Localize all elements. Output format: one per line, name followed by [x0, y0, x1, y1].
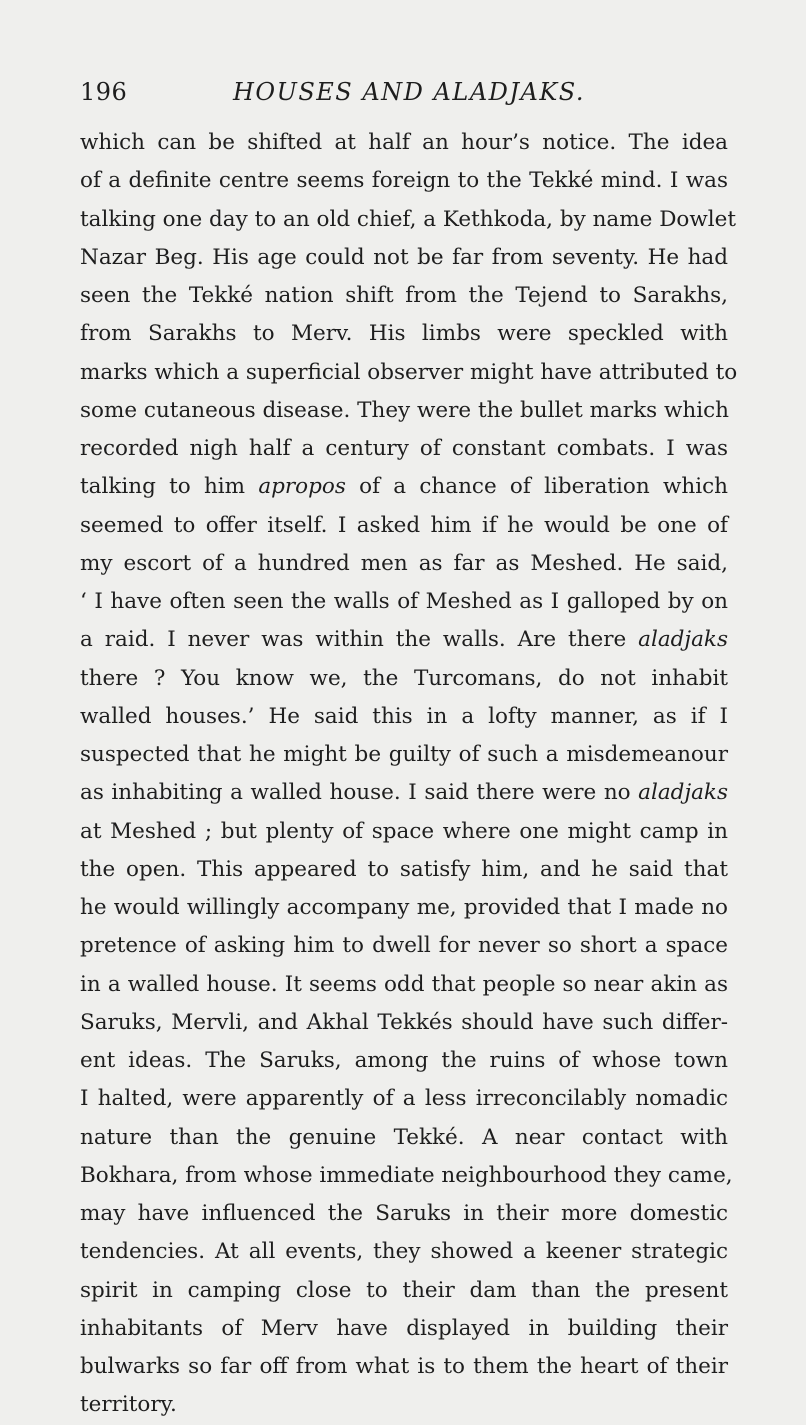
- text-line-content: talking one day to an old chief, a Kethkoda, by name Dowlet: [80, 206, 737, 232]
- text-line-content: as inhabiting a walled house. I said there were no: [80, 780, 631, 806]
- text-line: [80, 545, 728, 583]
- italic-term: apropos: [258, 474, 346, 500]
- text-line: [80, 851, 728, 889]
- text-line-content: some cutaneous disease. They were the bullet marks which: [80, 397, 729, 423]
- text-line: [80, 507, 728, 545]
- text-line: [80, 239, 728, 277]
- text-line: [80, 162, 728, 200]
- text-line: [80, 1004, 728, 1042]
- text-line: [80, 315, 728, 353]
- page-number: 196: [80, 78, 128, 106]
- text-line-content: seen the Tekké nation shift from the Tejend to Sarakhs,: [80, 283, 728, 308]
- text-line-content: at Meshed ; but plenty of space where one might camp in: [80, 818, 728, 844]
- text-line: [80, 1386, 728, 1424]
- text-line-content: a raid. I never was within the walls. Are there: [80, 627, 627, 653]
- text-line-content: spirit in camping close to their dam than the present: [80, 1277, 728, 1303]
- text-line: [80, 1157, 733, 1195]
- text-line: [80, 1233, 728, 1271]
- text-line-content: pretence of asking him to dwell for never so short a space: [80, 933, 728, 959]
- text-line-content: suspected that he might be guilty of such a misdemeanour: [80, 742, 728, 767]
- text-line: [80, 468, 728, 506]
- text-line-content: marks which a superficial observer might have attributed to: [80, 359, 738, 385]
- text-line: [80, 889, 728, 927]
- text-line: [80, 201, 737, 239]
- text-line-content: Saruks, Mervli, and Akhal Tekkés should have such differ-: [80, 1009, 728, 1035]
- body-text: [80, 124, 738, 1425]
- text-line-content: of a definite centre seems foreign to the Tekké mind. I was: [80, 168, 728, 194]
- text-line: [80, 277, 728, 315]
- running-head: [80, 78, 728, 112]
- text-line: [80, 1042, 728, 1080]
- text-line-content: from Sarakhs to Merv. His limbs were speckled with: [80, 321, 728, 347]
- text-line: [80, 1310, 728, 1348]
- text-line: [80, 966, 728, 1004]
- text-line-content: inhabitants of Merv have displayed in building their: [80, 1315, 728, 1341]
- text-line-content: in a walled house. It seems odd that people so near akin as: [80, 971, 728, 997]
- text-line-content: talking to him: [80, 474, 246, 500]
- text-line-content: the open. This appeared to satisfy him, and he said that: [80, 856, 728, 882]
- text-line-content: I halted, were apparently of a less irreconcilably nomadic: [80, 1086, 728, 1112]
- text-line-content: there ? You know we, the Turcomans, do not inhabit: [80, 665, 728, 691]
- italic-term: aladjaks: [638, 780, 728, 806]
- text-line-content: my escort of a hundred men as far as Meshed. He said,: [80, 550, 728, 576]
- text-line: [80, 621, 728, 659]
- text-line-continuation: of a chance of liberation which: [345, 474, 728, 500]
- text-line: [80, 354, 738, 392]
- text-line: [80, 392, 728, 430]
- text-line: [80, 813, 728, 851]
- text-line-content: which can be shifted at half an hour’s notice. The idea: [80, 130, 728, 155]
- text-line-content: nature than the genuine Tekké. A near contact with: [80, 1124, 728, 1150]
- text-line: [80, 1348, 728, 1386]
- text-line-content: recorded nigh half a century of constant combats. I was: [80, 436, 728, 461]
- text-line: [80, 736, 728, 774]
- text-line-content: he would willingly accompany me, provided that I made no: [80, 895, 728, 920]
- text-line-content: Bokhara, from whose immediate neighbourhood they came,: [80, 1162, 733, 1188]
- text-line-content: may have influenced the Saruks in their more domestic: [80, 1201, 728, 1226]
- text-line: [80, 1195, 728, 1233]
- text-line: [80, 1080, 728, 1118]
- text-line-content: walled houses.’ He said this in a lofty manner, as if I: [80, 703, 728, 729]
- italic-term: aladjaks: [638, 627, 728, 653]
- text-line-content: ent ideas. The Saruks, among the ruins of whose town: [80, 1048, 728, 1073]
- text-line: [80, 124, 728, 162]
- text-line: [80, 1272, 728, 1310]
- text-line: [80, 660, 728, 698]
- text-line-content: bulwarks so far off from what is to them the heart of their: [80, 1354, 728, 1379]
- text-line: [80, 583, 728, 621]
- text-line-content: Nazar Beg. His age could not be far from seventy. He had: [80, 244, 728, 270]
- text-line: [80, 774, 728, 812]
- text-line-content: tendencies. At all events, they showed a keener strategic: [80, 1239, 728, 1265]
- text-line-content: territory.: [80, 1392, 177, 1418]
- text-line-content: seemed to offer itself. I asked him if he would be one of: [80, 512, 728, 538]
- text-line: [80, 698, 728, 736]
- running-title: HOUSES AND ALADJAKS.: [232, 78, 585, 106]
- text-line: [80, 430, 728, 468]
- text-line-content: ‘ I have often seen the walls of Meshed as I galloped by on: [80, 589, 728, 614]
- text-line: [80, 927, 728, 965]
- text-line: [80, 1119, 728, 1157]
